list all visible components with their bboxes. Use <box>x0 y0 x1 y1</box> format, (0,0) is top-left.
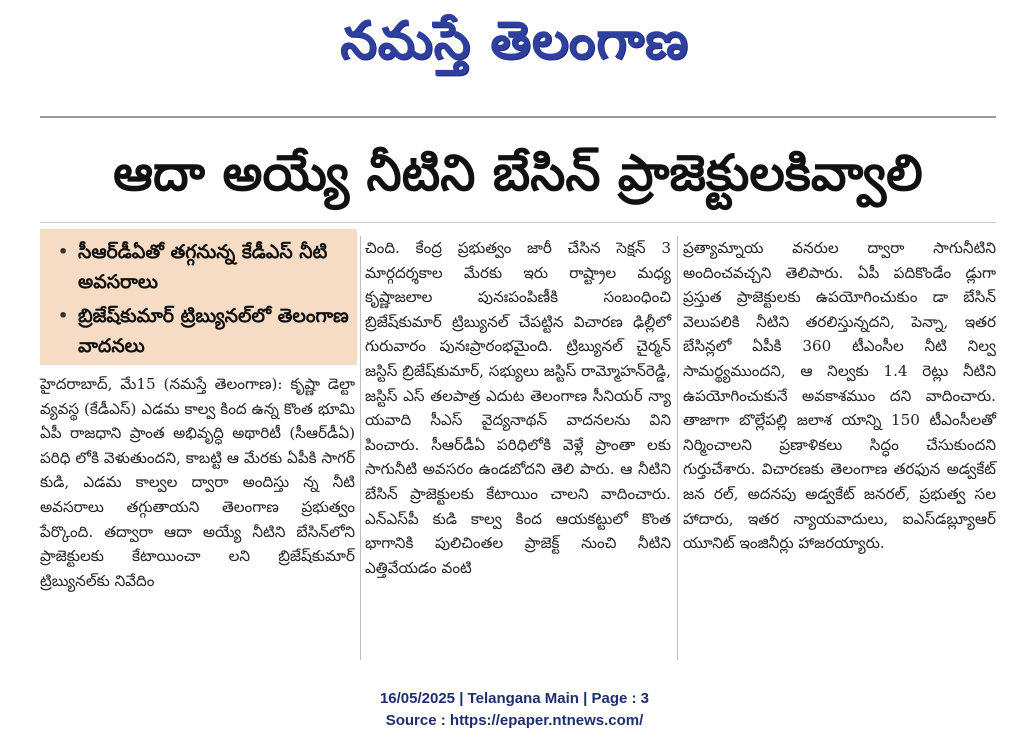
article-column-3 <box>683 236 996 556</box>
highlight-item <box>58 301 349 361</box>
column-text: హైదరాబాద్, మే15 (నమస్తే తెలంగాణ): కృష్ణా డెల్టా వ్యవస్థ (కేడీఎస్) ఎడమ కాల్వ కింద ఉన్న కొంత భూమి ఏపీ రాజధాని ప్రాంత అభివృద్ధి అథారిటీ (సీఆర్‌డీఏ) పరిధి లోకి వెళుతుందని, కాబట్టి ఆ మేరకు ఏపీకి సాగర్ కుడి, ఎడమ కాల్వల ద్వారా అందిస్తు న్న నీటి అవసరాలు తగ్గుతాయని తెలంగాణ ప్రభుత్వం పేర్కొంది. తద్వారా ఆదా అయ్యే నీటిని బేసిన్‌లోని ప్రాజెక్టులకు కేటాయించా లని బ్రిజేష్‌కుమార్ ట్రిబ్యునల్‌కు నివేదిం <box>40 375 355 590</box>
highlight-text: బ్రిజేష్‌కుమార్ ట్రిబ్యునల్‌లో తెలంగాణ వాదనలు <box>78 305 349 357</box>
article-headline: ఆదా అయ్యే నీటిని బేసిన్ ప్రాజెక్టులకివ్వాలి <box>113 144 923 202</box>
footer-dateline: 16/05/2025 | Telangana Main | Page : 3 <box>379 690 650 707</box>
column-divider <box>677 236 678 660</box>
highlights-box <box>40 229 357 365</box>
column-text: ప్రత్యామ్నాయ వనరుల ద్వారా సాగునీటిని అందించవచ్చని తెలిపారు. ఏపీ పదికొండేం డ్లుగా ప్రస్తుత ప్రాజెక్టులకు ఉపయోగించుకుం డా బేసిన్ వెలుపలికి నీటిని తరలిస్తున్నదని, పెన్నా, ఇతర బేసిన్లలో ఏపీకి 360 టీఎంసీల నీటి నిల్వ సామర్థ్యముందని, ఆ నిల్వకు 1.4 రెట్లు నీటిని ఉపయోగించుకునే అవకాశముం దని వాదించారు. తాజాగా బొల్లేపల్లి జలాశ యాన్ని 150 టీఎంసీలతో నిర్మించాలని ప్రణాళికలు సిద్ధం చేసుకుందని గుర్తుచేశారు. విచారణకు తెలంగాణ తరఫున అడ్వకేట్ జన రల్, అదనపు అడ్వకేట్ జనరల్, ప్రభుత్వ సల హాదారు, ఇతర న్యాయవాదులు, ఐఎస్‌డబ్ల్యూఆర్ యూనిట్ ఇంజినీర్లు హాజరయ్యారు. <box>683 239 996 553</box>
headline-rule <box>40 222 996 223</box>
column-divider <box>360 236 361 660</box>
highlight-text: సీఆర్‌డీఏతో తగ్గనున్న కేడీఎస్ నీటి అవసరాలు <box>78 241 328 293</box>
footer-source: Source : https://epaper.ntnews.com/ <box>385 712 644 729</box>
masthead <box>0 0 1029 112</box>
article-column-1 <box>40 372 355 593</box>
bullet-icon: • <box>58 306 69 325</box>
newspaper-logo: నమస్తే తెలంగాణ <box>340 10 689 71</box>
highlight-item <box>58 237 349 297</box>
top-rule <box>40 116 996 118</box>
column-text: చింది. కేంద్ర ప్రభుత్వం జారీ చేసిన సెక్షన్ 3 మార్గదర్శకాల మేరకు ఇరు రాష్ట్రాల మధ్య కృష్ణాజలాల పునఃపంపిణీకి సంబంధించి బ్రిజేష్‌కుమార్ ట్రిబ్యునల్ చేపట్టిన విచారణ ఢిల్లీలో గురువారం పునఃప్రారంభమైంది. ట్రిబ్యునల్ చైర్మన్ జస్టిస్ బ్రిజేష్‌కుమార్, సభ్యులు జస్టిస్ రామ్మోహన్‌రెడ్డి, జస్టిస్ ఎస్ తలపాత్ర ఎదుట తెలంగాణ సీనియర్ న్యా యవాది సీఎస్ వైద్యనాథన్ వాదనలను విని పించారు. సీఆర్‌డీఏ పరిధిలోకి వెళ్లే ప్రాంతా లకు సాగునీటి అవసరం ఉండబోదని తెలి పారు. ఆ నీటిని బేసిన్ ప్రాజెక్టులకు కేటాయిం చాలని వాదించారు. ఎన్‌ఎస్‌పీ కుడి కాల్వ కింద ఆయకట్టులో కొంత భాగానికి పులిచింతల ప్రాజెక్ట్ నుంచి నీటిని ఎత్తివేయడం వంటి <box>365 239 671 577</box>
bullet-icon: • <box>58 242 69 261</box>
article-column-2 <box>365 236 671 580</box>
